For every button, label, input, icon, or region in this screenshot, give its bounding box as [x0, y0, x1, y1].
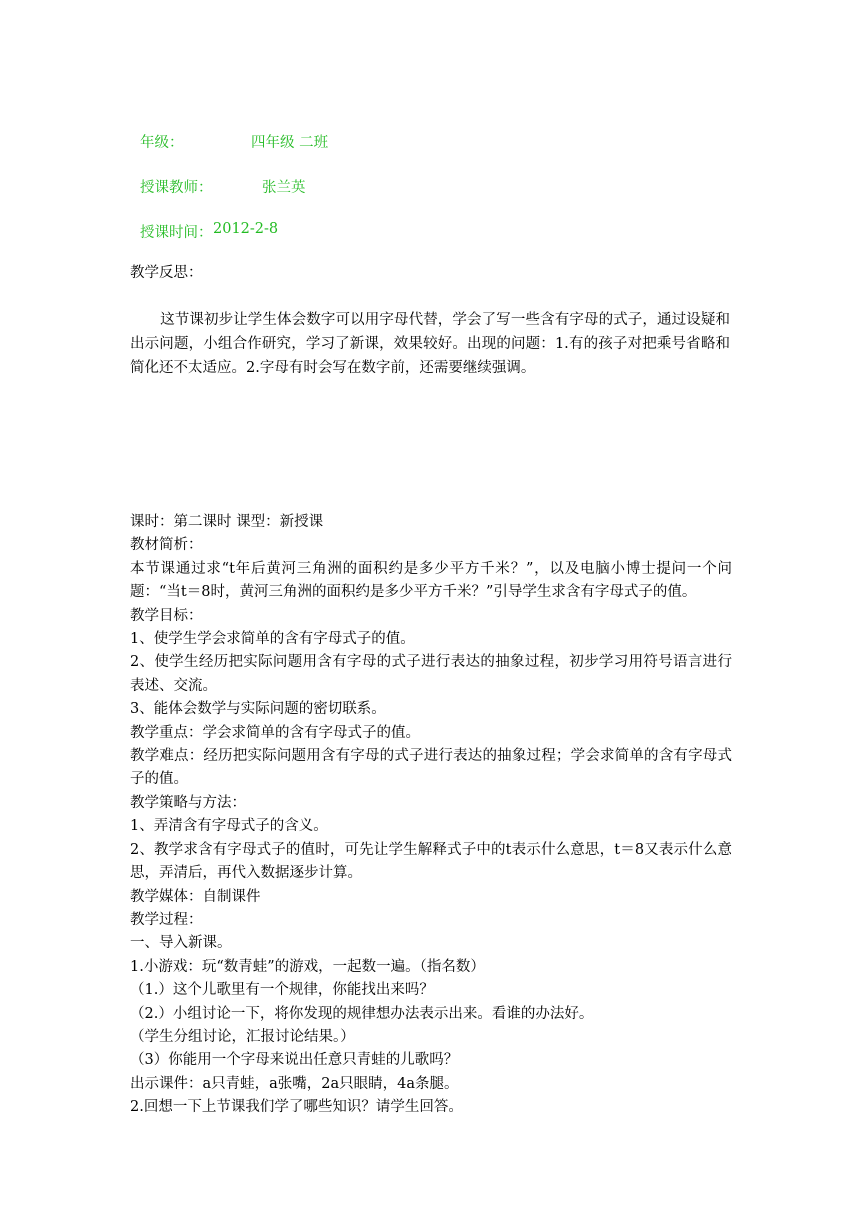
step-1-2: 2.回想一下上节课我们学了哪些知识？请学生回答。 — [130, 1099, 463, 1116]
question-2: （2.）小组讨论一下，将你发现的规律想办法表示出来。看谁的办法好。 — [130, 1005, 594, 1022]
step-1: 一、导入新课。 — [130, 935, 232, 952]
time-value: 2012-2-8 — [213, 221, 279, 237]
goal-3: 3、能体会数学与实际问题的密切联系。 — [130, 701, 386, 718]
media: 教学媒体：自制课件 — [130, 888, 261, 905]
question-1: （1.）这个儿歌里有一个规律，你能找出来吗？ — [130, 982, 434, 999]
lesson-hours-type: 课时：第二课时 课型：新授课 — [130, 514, 324, 530]
difficulty: 教学难点：经历把实际问题用含有字母的式子进行表达的抽象过程；学会求简单的含有字母式子的值。 — [130, 748, 732, 788]
key-point: 教学重点：学会求简单的含有字母式子的值。 — [130, 724, 420, 741]
strategy-1: 1、弄清含有字母式子的含义。 — [130, 818, 328, 835]
goal-1: 1、使学生学会求简单的含有字母式子的值。 — [130, 631, 415, 648]
step-1-1: 1.小游戏：玩“数青蛙”的游戏，一起数一遍。（指名数） — [130, 958, 485, 975]
process-title: 教学过程： — [130, 911, 203, 928]
question-2-note: （学生分组讨论，汇报讨论结果。） — [130, 1028, 355, 1045]
reflection-body: 这节课初步让学生体会数字可以用字母代替，学会了写一些含有字母的式子，通过设疑和出示问题，小组合作研究，学习了新课，效果较好。出现的问题：1.有的孩子对把乘号省略和简化还不太适应。2.字母有时会写在数字前，还需要继续强调。 — [130, 312, 730, 376]
teacher-value: 张兰英 — [262, 180, 306, 196]
goals-title: 教学目标： — [130, 607, 203, 624]
question-3: （3）你能用一个字母来说出任意只青蛙的儿歌吗？ — [130, 1052, 459, 1069]
materials-title: 教材简析： — [130, 537, 203, 554]
materials-body: 本节课通过求“t年后黄河三角洲的面积约是多少平方千米？”，以及电脑小博士提问一个问题：“当t＝8时，黄河三角洲的面积约是多少平方千米？”引导学生求含有字母式子的值。 — [130, 560, 732, 601]
teacher-label: 授课教师： — [140, 180, 213, 196]
strategy-title: 教学策略与方法： — [130, 794, 246, 811]
grade-value: 四年级 二班 — [251, 135, 329, 151]
lesson-plan — [130, 511, 732, 1120]
grade-label: 年级： — [140, 135, 184, 151]
courseware: 出示课件：a只青蛙，a张嘴，2a只眼睛，4a条腿。 — [130, 1075, 459, 1092]
strategy-2: 2、教学求含有字母式子的值时，可先让学生解释式子中的t表示什么意思，t＝8又表示什么意思，弄清后，再代入数据逐步计算。 — [130, 841, 732, 882]
goal-2: 2、使学生经历把实际问题用含有字母的式子进行表达的抽象过程，初步学习用符号语言进行表述、交流。 — [130, 654, 732, 694]
time-label: 授课时间： — [140, 225, 213, 241]
reflection-paragraph — [130, 308, 730, 380]
reflection-title: 教学反思： — [130, 265, 203, 281]
